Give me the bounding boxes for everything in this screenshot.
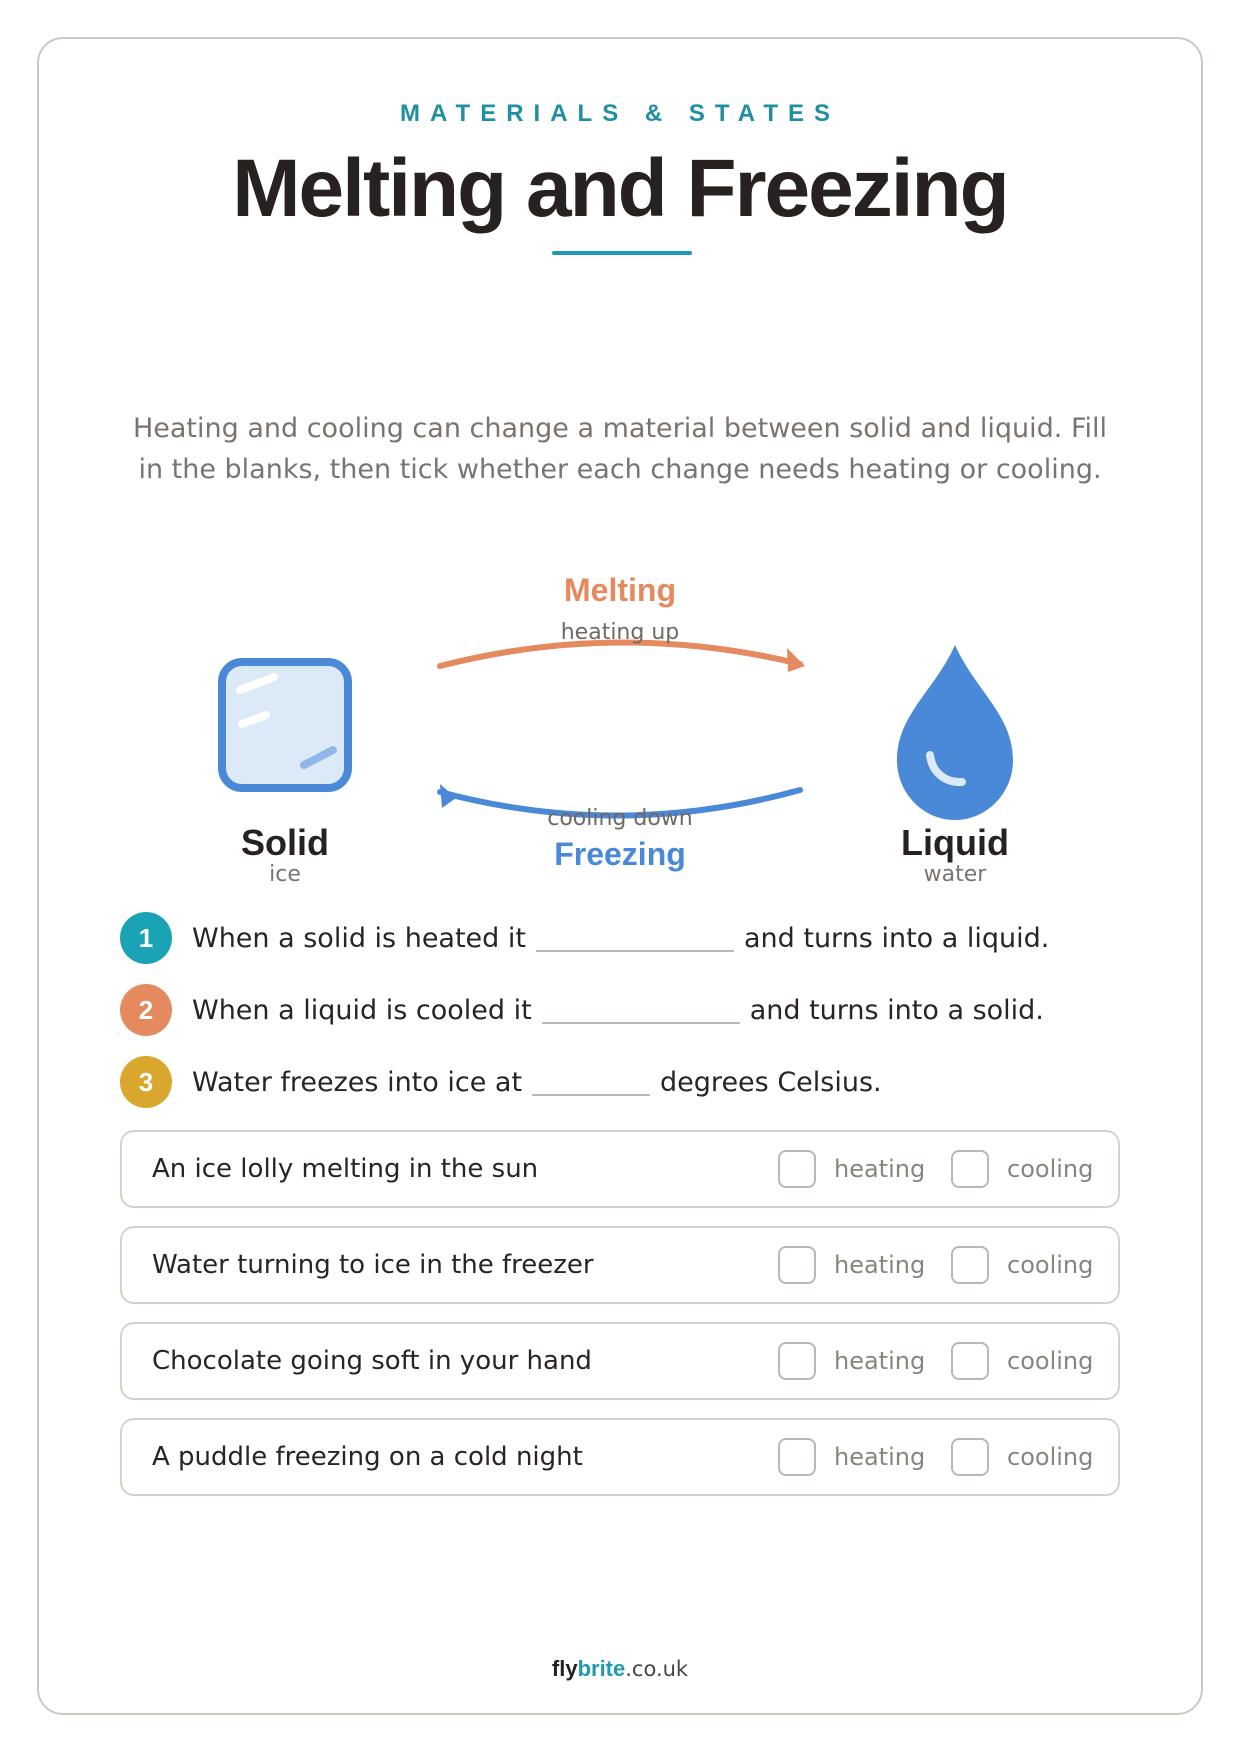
page-title: Melting and Freezing xyxy=(232,143,1008,234)
question-text-after: and turns into a solid. xyxy=(749,994,1044,1026)
card-statement: An ice lolly melting in the sun xyxy=(152,1154,539,1184)
freezing-label: Freezing xyxy=(554,836,686,872)
heating-option-label: heating xyxy=(834,1155,926,1183)
intro-text: Heating and cooling can change a material between solid and liquid. Fill in the blanks, then tick whether each change needs heating or cooling. xyxy=(132,413,1108,485)
heating-option-label: heating xyxy=(834,1251,926,1279)
brand-brite: brite xyxy=(577,1656,626,1681)
tick-card xyxy=(120,1418,1120,1496)
question-number-badge: 3 xyxy=(120,1056,172,1108)
tick-card xyxy=(120,1226,1120,1304)
heating-checkbox[interactable] xyxy=(778,1150,816,1188)
cooling-checkbox[interactable] xyxy=(951,1246,989,1284)
question-2 xyxy=(120,984,1044,1036)
question-text-after: degrees Celsius. xyxy=(660,1066,882,1098)
tick-card xyxy=(120,1130,1120,1208)
card-statement: Water turning to ice in the freezer xyxy=(152,1250,594,1280)
cooling-option-label: cooling xyxy=(1007,1347,1094,1375)
cooling-checkbox[interactable] xyxy=(951,1342,989,1380)
footer-brand xyxy=(0,1656,1240,1682)
cooling-option-label: cooling xyxy=(1007,1251,1094,1279)
solid-sub-label: ice xyxy=(269,862,301,887)
question-text-before: When a solid is heated it xyxy=(192,922,526,954)
question-1 xyxy=(120,912,1049,964)
heating-option-label: heating xyxy=(834,1347,926,1375)
card-statement: A puddle freezing on a cold night xyxy=(152,1442,583,1472)
question-text-after: and turns into a liquid. xyxy=(743,922,1050,954)
heating-checkbox[interactable] xyxy=(778,1438,816,1476)
cooling-option-label: cooling xyxy=(1007,1155,1094,1183)
card-statement: Chocolate going soft in your hand xyxy=(152,1346,592,1376)
question-3 xyxy=(120,1056,882,1108)
tick-card xyxy=(120,1322,1120,1400)
question-number-badge: 2 xyxy=(120,984,172,1036)
heating-checkbox[interactable] xyxy=(778,1342,816,1380)
question-number-badge: 1 xyxy=(120,912,172,964)
cooling-checkbox[interactable] xyxy=(951,1438,989,1476)
freezing-sub-label: cooling down xyxy=(547,806,693,831)
melting-sub-label: heating up xyxy=(560,620,680,645)
brand-domain: .co.uk xyxy=(625,1657,689,1681)
answer-blank[interactable] xyxy=(532,1094,650,1096)
title-underline xyxy=(552,251,692,255)
heating-option-label: heating xyxy=(834,1443,926,1471)
question-text-before: When a liquid is cooled it xyxy=(192,994,532,1026)
liquid-sub-label: water xyxy=(923,862,987,887)
solid-label: Solid xyxy=(241,822,329,863)
answer-blank[interactable] xyxy=(536,950,734,952)
brand-fly: fly xyxy=(551,1656,578,1681)
heating-checkbox[interactable] xyxy=(778,1246,816,1284)
question-text-before: Water freezes into ice at xyxy=(192,1066,523,1098)
liquid-label: Liquid xyxy=(901,822,1009,863)
cooling-option-label: cooling xyxy=(1007,1443,1094,1471)
topic-eyebrow: MATERIALS & STATES xyxy=(400,100,840,127)
cooling-checkbox[interactable] xyxy=(951,1150,989,1188)
melting-label: Melting xyxy=(564,572,676,608)
answer-blank[interactable] xyxy=(542,1022,740,1024)
